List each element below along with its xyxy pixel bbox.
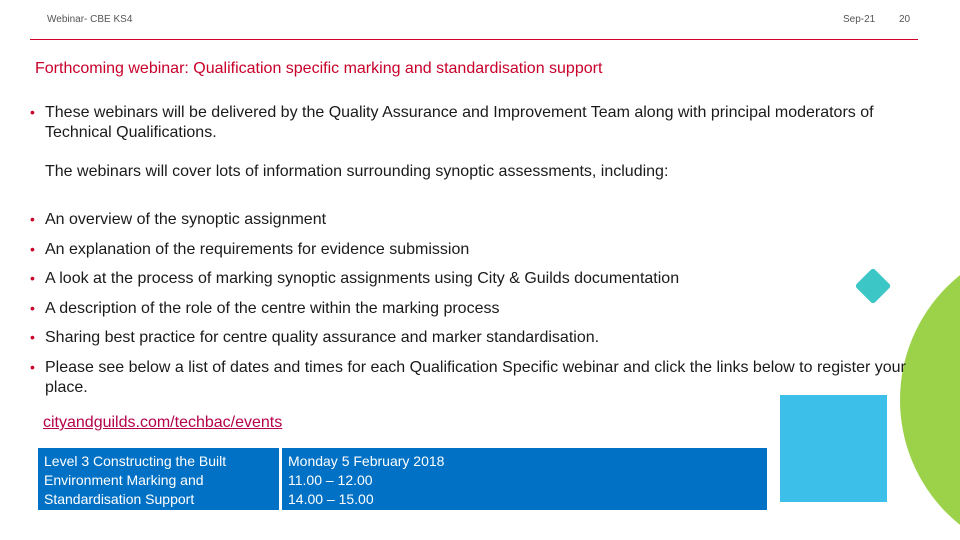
bullet-item: A look at the process of marking synoptic assignments using City & Guilds documentation xyxy=(45,270,680,287)
course-line: Standardisation Support xyxy=(44,491,195,507)
course-line: Environment Marking and xyxy=(44,472,204,488)
bullet-marker: • xyxy=(30,329,35,345)
bullet-item: An overview of the synoptic assignment xyxy=(45,211,327,228)
document-label: Webinar- CBE KS4 xyxy=(47,14,133,25)
bullet-marker: • xyxy=(30,359,35,375)
bullet-item: A description of the role of the centre within the marking process xyxy=(45,300,500,317)
teal-diamond-shape xyxy=(855,268,892,305)
schedule-line: Monday 5 February 2018 xyxy=(288,453,445,469)
bullet-item: Please see below a list of dates and times for each Qualification Specific webinar and click the links below to register your place. xyxy=(45,359,906,396)
light-blue-square-shape xyxy=(780,395,887,502)
page-number: 20 xyxy=(899,14,911,25)
bullet-marker: • xyxy=(30,300,35,316)
bullet-marker: • xyxy=(30,211,35,227)
bullet-item: An explanation of the requirements for evidence submission xyxy=(45,241,470,258)
header-date: Sep-21 xyxy=(843,14,876,25)
bullet-marker: • xyxy=(30,270,35,286)
course-line: Level 3 Constructing the Built xyxy=(44,453,227,469)
header-divider xyxy=(30,39,918,40)
bullet-item: Sharing best practice for centre quality assurance and marker standardisation. xyxy=(45,329,600,346)
bullet-marker: • xyxy=(30,241,35,257)
intro-bullet: These webinars will be delivered by the Quality Assurance and Improvement Team along with principal moderators of Technical Qualifications. xyxy=(45,104,874,141)
schedule-cell xyxy=(282,448,767,510)
schedule-line: 14.00 – 15.00 xyxy=(288,491,374,507)
bullet-marker: • xyxy=(30,104,35,120)
schedule-line: 11.00 – 12.00 xyxy=(288,472,373,488)
intro-note: The webinars will cover lots of information surrounding synoptic assessments, including: xyxy=(45,163,669,180)
course-cell xyxy=(38,448,279,510)
slide-title: Forthcoming webinar: Qualification specific marking and standardisation support xyxy=(35,60,603,77)
events-link[interactable]: cityandguilds.com/techbac/events xyxy=(43,414,283,431)
